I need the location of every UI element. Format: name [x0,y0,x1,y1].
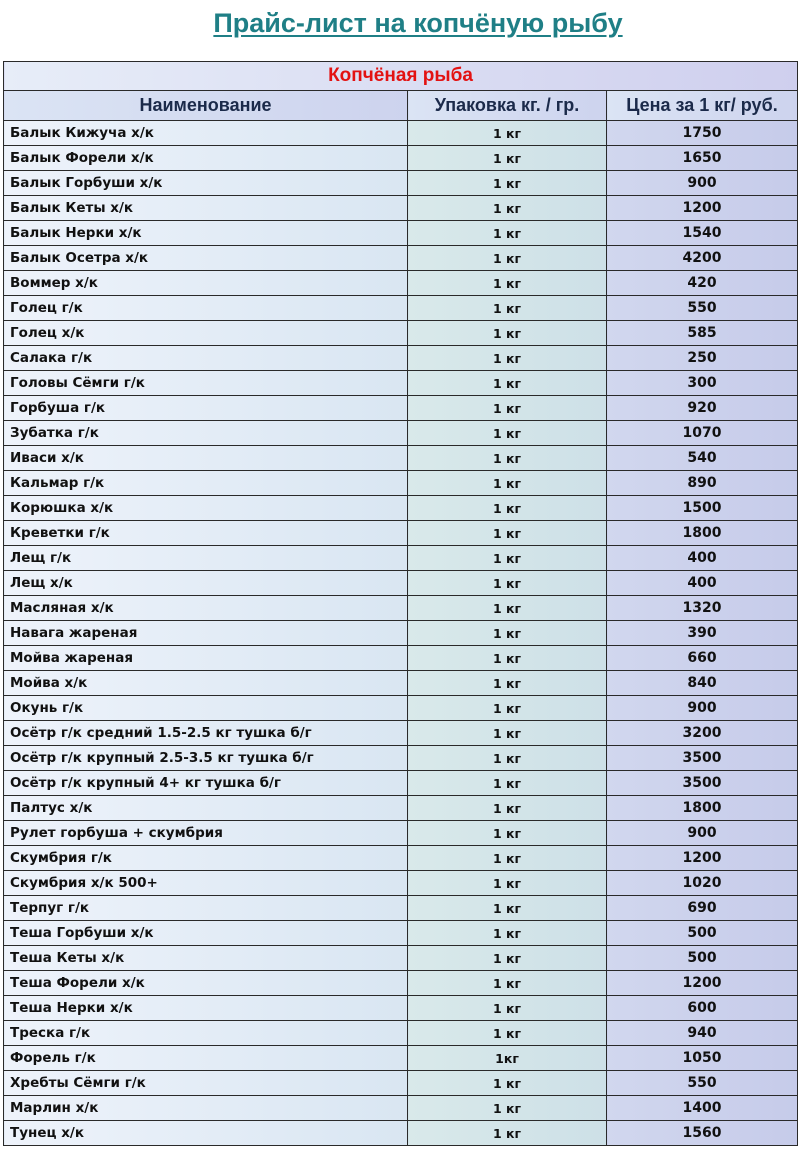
package-cell: 1 кг [408,871,607,896]
product-name-cell: Лещ х/к [4,571,408,596]
column-header-row [4,91,798,121]
table-row [4,696,798,721]
product-name-cell: Балык Форели х/к [4,146,408,171]
price-cell: 420 [607,271,798,296]
product-name-cell: Балык Горбуши х/к [4,171,408,196]
package-cell: 1 кг [408,396,607,421]
price-cell: 300 [607,371,798,396]
package-cell: 1 кг [408,1071,607,1096]
price-cell: 500 [607,946,798,971]
package-cell: 1 кг [408,746,607,771]
price-cell: 600 [607,996,798,1021]
price-cell: 660 [607,646,798,671]
product-name-cell: Палтус х/к [4,796,408,821]
package-cell: 1 кг [408,171,607,196]
product-name-cell: Корюшка х/к [4,496,408,521]
package-cell: 1 кг [408,146,607,171]
table-row [4,721,798,746]
table-row [4,521,798,546]
table-row [4,571,798,596]
package-cell: 1 кг [408,771,607,796]
table-row [4,796,798,821]
table-row [4,296,798,321]
price-cell: 400 [607,571,798,596]
package-cell: 1 кг [408,121,607,146]
price-cell: 1400 [607,1096,798,1121]
table-row [4,196,798,221]
product-name-cell: Осётр г/к крупный 2.5-3.5 кг тушка б/г [4,746,408,771]
table-row [4,746,798,771]
package-cell: 1 кг [408,821,607,846]
price-cell: 390 [607,621,798,646]
table-row [4,371,798,396]
table-row [4,246,798,271]
product-name-cell: Теша Форели х/к [4,971,408,996]
table-row [4,921,798,946]
product-name-cell: Мойва жареная [4,646,408,671]
price-cell: 840 [607,671,798,696]
product-name-cell: Масляная х/к [4,596,408,621]
package-cell: 1 кг [408,946,607,971]
product-name-cell: Зубатка г/к [4,421,408,446]
price-cell: 500 [607,921,798,946]
package-cell: 1 кг [408,721,607,746]
table-row [4,1121,798,1146]
table-row [4,596,798,621]
package-cell: 1 кг [408,696,607,721]
product-name-cell: Голец г/к [4,296,408,321]
table-row [4,446,798,471]
product-name-cell: Головы Сёмги г/к [4,371,408,396]
table-row [4,271,798,296]
product-name-cell: Скумбрия х/к 500+ [4,871,408,896]
package-cell: 1 кг [408,646,607,671]
price-cell: 940 [607,1021,798,1046]
package-cell: 1 кг [408,1121,607,1146]
product-name-cell: Скумбрия г/к [4,846,408,871]
price-cell: 1650 [607,146,798,171]
product-name-cell: Балык Осетра х/к [4,246,408,271]
table-row [4,421,798,446]
product-name-cell: Теша Кеты х/к [4,946,408,971]
table-row [4,971,798,996]
package-cell: 1 кг [408,921,607,946]
table-row [4,646,798,671]
table-row [4,471,798,496]
price-cell: 1750 [607,121,798,146]
package-cell: 1 кг [408,896,607,921]
product-name-cell: Окунь г/к [4,696,408,721]
package-cell: 1 кг [408,271,607,296]
product-name-cell: Иваси х/к [4,446,408,471]
product-name-cell: Мойва х/к [4,671,408,696]
price-table-body [4,62,798,1146]
price-cell: 1200 [607,196,798,221]
price-cell: 400 [607,546,798,571]
table-row [4,1046,798,1071]
price-cell: 1560 [607,1121,798,1146]
table-row [4,546,798,571]
product-name-cell: Форель г/к [4,1046,408,1071]
package-cell: 1кг [408,1046,607,1071]
price-table [3,61,798,1146]
package-cell: 1 кг [408,496,607,521]
package-cell: 1 кг [408,621,607,646]
product-name-cell: Тунец х/к [4,1121,408,1146]
price-cell: 585 [607,321,798,346]
product-name-cell: Креветки г/к [4,521,408,546]
package-cell: 1 кг [408,296,607,321]
product-name-cell: Треска г/к [4,1021,408,1046]
section-title: Копчёная рыба [4,62,798,91]
product-name-cell: Марлин х/к [4,1096,408,1121]
table-row [4,321,798,346]
product-name-cell: Салака г/к [4,346,408,371]
price-cell: 890 [607,471,798,496]
price-cell: 550 [607,1071,798,1096]
page-title: Прайс-лист на копчёную рыбу [213,8,623,38]
table-row [4,846,798,871]
price-cell: 1800 [607,521,798,546]
price-cell: 1200 [607,971,798,996]
product-name-cell: Хребты Сёмги г/к [4,1071,408,1096]
price-cell: 4200 [607,246,798,271]
product-name-cell: Навага жареная [4,621,408,646]
table-row [4,171,798,196]
price-cell: 900 [607,821,798,846]
price-cell: 900 [607,171,798,196]
price-cell: 540 [607,446,798,471]
product-name-cell: Рулет горбуша + скумбрия [4,821,408,846]
table-row [4,146,798,171]
product-name-cell: Теша Горбуши х/к [4,921,408,946]
price-cell: 1320 [607,596,798,621]
package-cell: 1 кг [408,471,607,496]
price-cell: 1050 [607,1046,798,1071]
price-cell: 1500 [607,496,798,521]
table-row [4,121,798,146]
package-cell: 1 кг [408,346,607,371]
table-row [4,1071,798,1096]
table-row [4,821,798,846]
package-cell: 1 кг [408,521,607,546]
package-cell: 1 кг [408,421,607,446]
package-cell: 1 кг [408,796,607,821]
table-row [4,996,798,1021]
package-cell: 1 кг [408,671,607,696]
package-cell: 1 кг [408,371,607,396]
package-cell: 1 кг [408,1021,607,1046]
product-name-cell: Лещ г/к [4,546,408,571]
package-cell: 1 кг [408,846,607,871]
package-cell: 1 кг [408,446,607,471]
price-cell: 900 [607,696,798,721]
package-cell: 1 кг [408,246,607,271]
package-cell: 1 кг [408,221,607,246]
table-row [4,396,798,421]
price-cell: 1800 [607,796,798,821]
product-name-cell: Теша Нерки х/к [4,996,408,1021]
table-row [4,1096,798,1121]
product-name-cell: Балык Кижуча х/к [4,121,408,146]
table-row [4,871,798,896]
product-name-cell: Голец х/к [4,321,408,346]
package-cell: 1 кг [408,321,607,346]
package-cell: 1 кг [408,196,607,221]
section-header-row [4,62,798,91]
price-cell: 920 [607,396,798,421]
table-row [4,671,798,696]
table-row [4,621,798,646]
column-header-pack: Упаковка кг. / гр. [408,91,607,121]
table-row [4,1021,798,1046]
product-name-cell: Кальмар г/к [4,471,408,496]
table-row [4,221,798,246]
package-cell: 1 кг [408,596,607,621]
price-cell: 550 [607,296,798,321]
package-cell: 1 кг [408,571,607,596]
product-name-cell: Осётр г/к средний 1.5-2.5 кг тушка б/г [4,721,408,746]
package-cell: 1 кг [408,996,607,1021]
product-name-cell: Воммер х/к [4,271,408,296]
price-cell: 1540 [607,221,798,246]
price-cell: 250 [607,346,798,371]
column-header-name: Наименование [4,91,408,121]
product-name-cell: Горбуша г/к [4,396,408,421]
package-cell: 1 кг [408,546,607,571]
table-row [4,946,798,971]
price-cell: 3200 [607,721,798,746]
price-cell: 1070 [607,421,798,446]
package-cell: 1 кг [408,1096,607,1121]
product-name-cell: Балык Нерки х/к [4,221,408,246]
column-header-price: Цена за 1 кг/ руб. [607,91,798,121]
table-row [4,771,798,796]
price-cell: 690 [607,896,798,921]
price-cell: 3500 [607,771,798,796]
price-cell: 1020 [607,871,798,896]
price-cell: 3500 [607,746,798,771]
product-name-cell: Балык Кеты х/к [4,196,408,221]
product-name-cell: Терпуг г/к [4,896,408,921]
price-cell: 1200 [607,846,798,871]
package-cell: 1 кг [408,971,607,996]
table-row [4,896,798,921]
product-name-cell: Осётр г/к крупный 4+ кг тушка б/г [4,771,408,796]
table-row [4,496,798,521]
table-row [4,346,798,371]
